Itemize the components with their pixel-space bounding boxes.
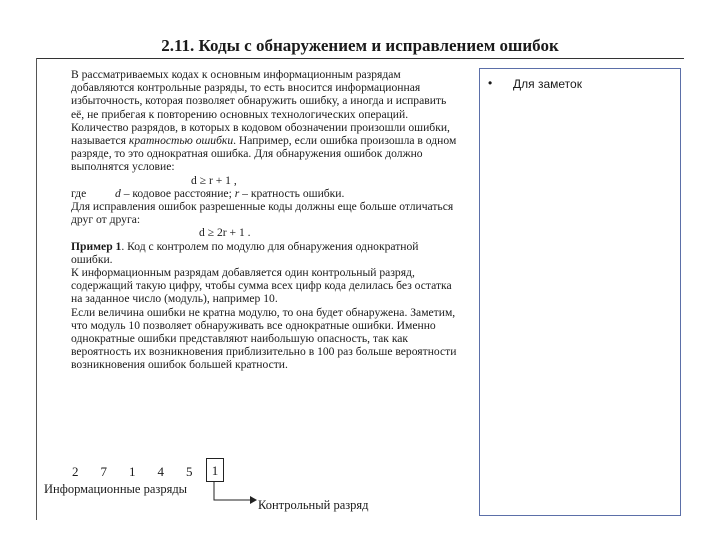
- info-digit: 7: [100, 464, 107, 479]
- paragraph-check-digit: К информационным разрядам добавляется один контрольный разряд, содержащий такую цифру, чтобы сумма всех цифр кода делилась без остатка на заданное число (модуль), например 10.: [71, 266, 452, 306]
- example-text: . Код с контролем по модулю для обнаружения однократной ошибки.: [71, 239, 419, 266]
- notes-box[interactable]: [479, 68, 681, 516]
- symbol-r: r: [234, 186, 240, 200]
- info-digits: [72, 464, 215, 480]
- page-title: 2.11. Коды с обнаружением и исправлением ошибок: [161, 36, 559, 55]
- paragraph-correction: Для исправления ошибок разрешенные коды должны еще больше отличаться друг от друга:: [71, 200, 454, 227]
- info-digits-label: Информационные разряды: [44, 482, 188, 496]
- check-digit-arrow: [200, 480, 260, 510]
- formula-detection: d ≥ r + 1 ,: [191, 173, 237, 187]
- main-text: [71, 68, 461, 372]
- left-margin-line: [36, 58, 37, 520]
- notes-label: Для заметок: [513, 77, 582, 91]
- multiplicity-text-start: Количество разрядов, в которых в кодовом обозначении произошли ошибки, называется: [71, 120, 450, 148]
- formula-legend: [71, 187, 461, 200]
- check-digit-box: 1: [206, 458, 224, 482]
- multiplicity-text-end: . Например, если ошибка произошла в одном разряде, то это однократная ошибка. Для обнаружения ошибок должно выполнятся условие:: [71, 134, 457, 174]
- symbol-d: d: [115, 186, 121, 200]
- paragraph-intro: В рассматриваемых кодах к основным информационным разрядам добавляются контрольные разряды, то есть вносится информационная избыточность, которая позволяет обнаружить ошибку, а иногда и исправить её, не прибегая к повторению основных технологических операций.: [71, 68, 447, 121]
- example-label: Пример 1: [71, 239, 122, 253]
- info-digit: 1: [129, 464, 136, 479]
- title-underline: [36, 58, 684, 59]
- info-digit: 4: [157, 464, 164, 479]
- notes-bullet: •: [488, 76, 493, 90]
- where-word: где: [71, 186, 87, 200]
- check-digit-label: Контрольный разряд: [258, 498, 369, 512]
- term-multiplicity: кратностью ошибки: [128, 134, 234, 148]
- paragraph-multiplicity: [71, 121, 461, 174]
- formula-correction: d ≥ 2r + 1 .: [199, 226, 251, 240]
- info-digit: 5: [186, 464, 193, 479]
- r-definition: – кратность ошибки.: [239, 186, 345, 200]
- d-definition: – кодовое расстояние;: [120, 186, 235, 200]
- paragraph-modulus: Если величина ошибки не кратна модулю, то она будет обнаружена. Заметим, что модуль 10 позволяет обнаруживать все однократные ошибки. Именно однократные ошибки представляют наибольшую опасность, так как вероятность их возникновения приблизительно в 100 раз больше вероятности возникновения ошибок большей кратности.: [71, 305, 457, 372]
- paragraph-example: [71, 240, 461, 266]
- info-digit: 2: [72, 464, 79, 479]
